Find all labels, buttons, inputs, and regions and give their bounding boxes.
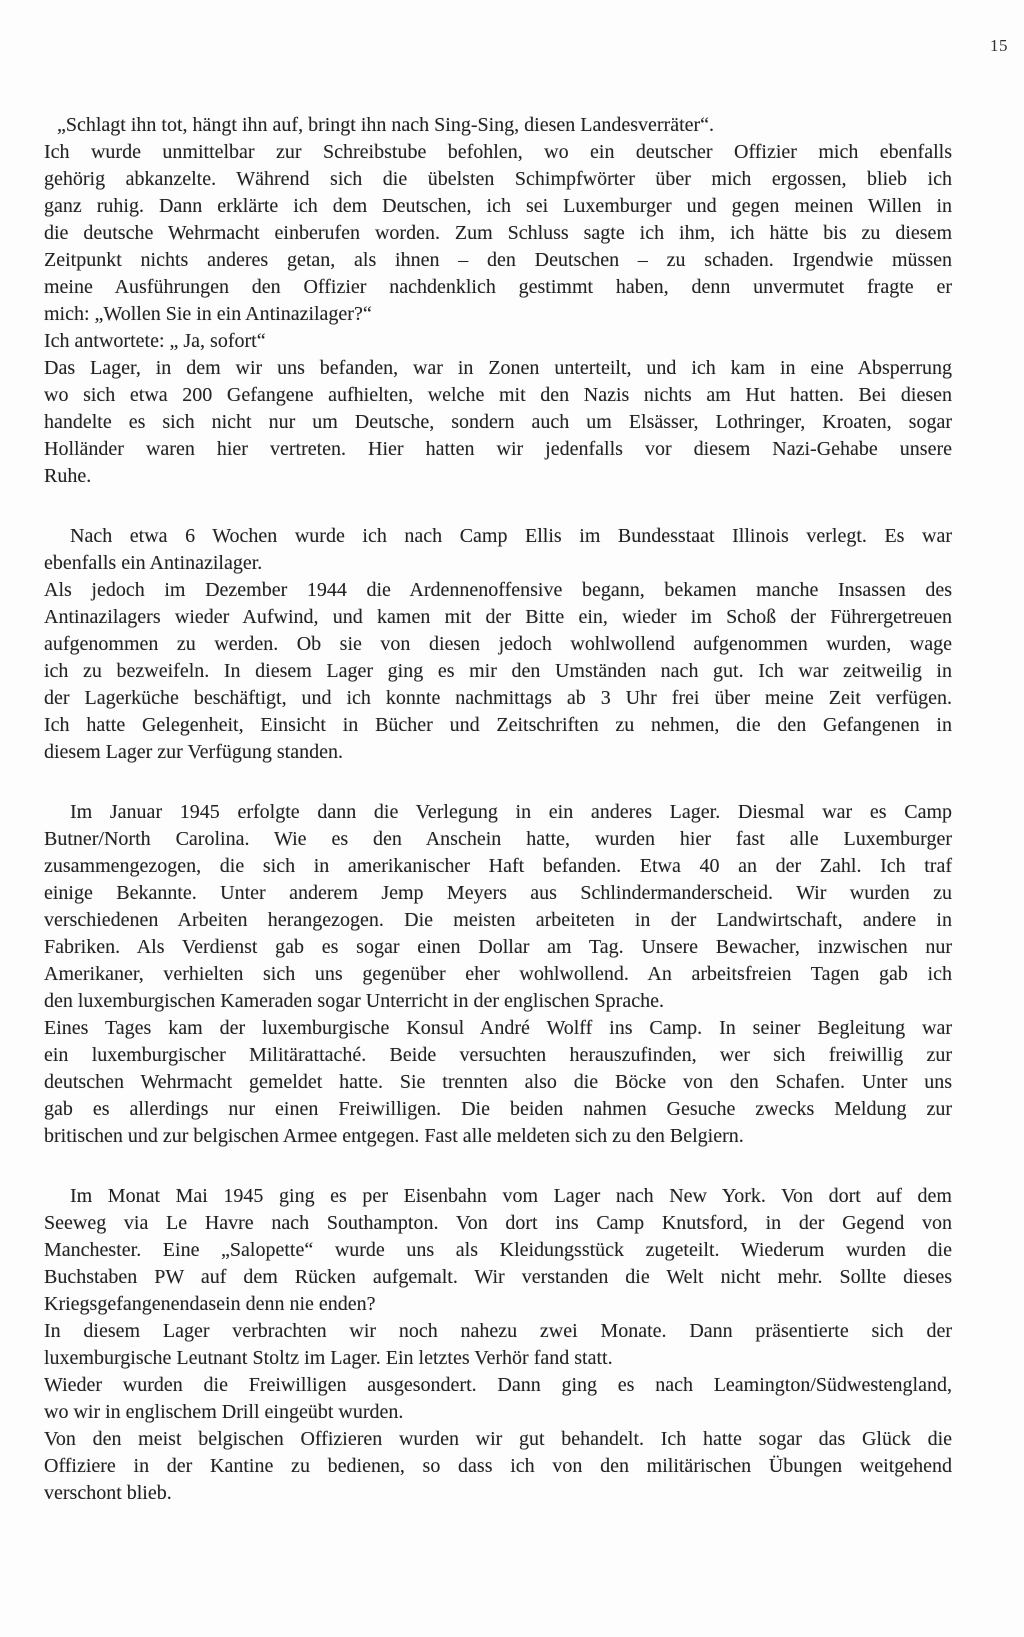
- text-line: Kriegsgefangenendasein denn nie enden?: [44, 1293, 376, 1315]
- text-line: Im Monat Mai 1945 ging es per Eisenbahn vom Lager nach New York. Von dort auf dem: [70, 1185, 952, 1207]
- text-line: Seeweg via Le Havre nach Southampton. Von dort ins Camp Knutsford, in der Gegend von: [44, 1212, 952, 1234]
- text-line: einige Bekannte. Unter anderem Jemp Meyers aus Schlindermanderscheid. Wir wurden zu: [44, 882, 952, 904]
- page-number: 15: [990, 36, 1008, 55]
- text-line: ebenfalls ein Antinazilager.: [44, 552, 263, 574]
- paragraph: [44, 112, 952, 490]
- text-line: Eines Tages kam der luxemburgische Konsul André Wolff ins Camp. In seiner Begleitung war: [44, 1017, 952, 1039]
- text-line: Antinazilagers wieder Aufwind, und kamen mit der Bitte ein, wieder im Schoß der Führergetreuen: [44, 606, 952, 628]
- text-line: Holländer waren hier vertreten. Hier hatten wir jedenfalls vor diesem Nazi-Gehabe unsere: [44, 438, 952, 460]
- text-line: wo wir in englischem Drill eingeübt wurden.: [44, 1401, 404, 1423]
- text-line: Offiziere in der Kantine zu bedienen, so dass ich von den militärischen Übungen weitgehend: [44, 1455, 952, 1477]
- text-line: Buchstaben PW auf dem Rücken aufgemalt. Wir verstanden die Welt nicht mehr. Sollte dieses: [44, 1266, 952, 1288]
- text-line: zusammengezogen, die sich in amerikanischer Haft befanden. Etwa 40 an der Zahl. Ich traf: [44, 855, 952, 877]
- text-line: meine Ausführungen den Offizier nachdenklich gestimmt haben, denn unvermutet fragte er: [44, 276, 952, 298]
- text-line: handelte es sich nicht nur um Deutsche, sondern auch um Elsässer, Lothringer, Kroaten, sogar: [44, 411, 952, 433]
- text-line: gehörig abkanzelte. Während sich die übelsten Schimpfwörter über mich ergossen, blieb ich: [44, 168, 952, 190]
- text-line: gab es allerdings nur einen Freiwilligen. Die beiden nahmen Gesuche zwecks Meldung zur: [44, 1098, 952, 1120]
- text-line: luxemburgische Leutnant Stoltz im Lager. Ein letztes Verhör fand statt.: [44, 1347, 613, 1369]
- text-line: Das Lager, in dem wir uns befanden, war in Zonen unterteilt, und ich kam in eine Absperrung: [44, 357, 952, 379]
- text-line: wo sich etwa 200 Gefangene aufhielten, welche mit den Nazis nichts am Hut hatten. Bei diesen: [44, 384, 952, 406]
- text-line: britischen und zur belgischen Armee entgegen. Fast alle meldeten sich zu den Belgiern.: [44, 1125, 744, 1147]
- text-line: die deutsche Wehrmacht einberufen worden. Zum Schluss sagte ich ihm, ich hätte bis zu diesem: [44, 222, 952, 244]
- text-line: der Lagerküche beschäftigt, und ich konnte nachmittags ab 3 Uhr frei über meine Zeit verfügen.: [44, 687, 952, 709]
- text-line: den luxemburgischen Kameraden sogar Unterricht in der englischen Sprache.: [44, 990, 664, 1012]
- text-line: Ruhe.: [44, 465, 92, 487]
- text-line: Als jedoch im Dezember 1944 die Ardennenoffensive begann, bekamen manche Insassen des: [44, 579, 952, 601]
- text-line: Im Januar 1945 erfolgte dann die Verlegung in ein anderes Lager. Diesmal war es Camp: [70, 801, 952, 823]
- text-line: ein luxemburgischer Militärattaché. Beide versuchten herauszufinden, wer sich freiwillig zur: [44, 1044, 952, 1066]
- text-line: ganz ruhig. Dann erklärte ich dem Deutschen, ich sei Luxemburger und gegen meinen Willen in: [44, 195, 952, 217]
- text-line: „Schlagt ihn tot, hängt ihn auf, bringt ihn nach Sing-Sing, diesen Landesverräter“.: [57, 114, 715, 136]
- paragraph: [44, 1183, 952, 1507]
- text-line: deutschen Wehrmacht gemeldet hatte. Sie trennten also die Böcke von den Schafen. Unter uns: [44, 1071, 952, 1093]
- text-line: ich zu bezweifeln. In diesem Lager ging es mir den Umständen nach gut. Ich war zeitweilig in: [44, 660, 952, 682]
- text-line: Von den meist belgischen Offizieren wurden wir gut behandelt. Ich hatte sogar das Glück die: [44, 1428, 952, 1450]
- text-line: verschont blieb.: [44, 1482, 172, 1504]
- document-text-body: [44, 112, 952, 1507]
- text-line: Wieder wurden die Freiwilligen ausgesondert. Dann ging es nach Leamington/Südwestengland,: [44, 1374, 952, 1396]
- text-line: Nach etwa 6 Wochen wurde ich nach Camp Ellis im Bundesstaat Illinois verlegt. Es war: [70, 525, 952, 547]
- text-line: Ich hatte Gelegenheit, Einsicht in Bücher und Zeitschriften zu nehmen, die den Gefangenen in: [44, 714, 952, 736]
- text-line: Ich wurde unmittelbar zur Schreibstube befohlen, wo ein deutscher Offizier mich ebenfalls: [44, 141, 952, 163]
- text-line: Ich antwortete: „ Ja, sofort“: [44, 330, 266, 352]
- text-line: In diesem Lager verbrachten wir noch nahezu zwei Monate. Dann präsentierte sich der: [44, 1320, 952, 1342]
- paragraph: [44, 523, 952, 766]
- text-line: aufgenommen zu werden. Ob sie von diesen jedoch wohlwollend aufgenommen wurden, wage: [44, 633, 952, 655]
- text-line: mich: „Wollen Sie in ein Antinazilager?“: [44, 303, 372, 325]
- text-line: Amerikaner, verhielten sich uns gegenüber eher wohlwollend. An arbeitsfreien Tagen gab ich: [44, 963, 952, 985]
- text-line: Zeitpunkt nichts anderes getan, als ihnen – den Deutschen – zu schaden. Irgendwie müssen: [44, 249, 952, 271]
- text-line: Fabriken. Als Verdienst gab es sogar einen Dollar am Tag. Unsere Bewacher, inzwischen nur: [44, 936, 952, 958]
- text-line: diesem Lager zur Verfügung standen.: [44, 741, 343, 763]
- text-line: Manchester. Eine „Salopette“ wurde uns als Kleidungsstück zugeteilt. Wiederum wurden die: [44, 1239, 952, 1261]
- paragraph: [44, 799, 952, 1150]
- text-line: verschiedenen Arbeiten herangezogen. Die meisten arbeiteten in der Landwirtschaft, andere in: [44, 909, 952, 931]
- text-line: Butner/North Carolina. Wie es den Anschein hatte, wurden hier fast alle Luxemburger: [44, 828, 952, 850]
